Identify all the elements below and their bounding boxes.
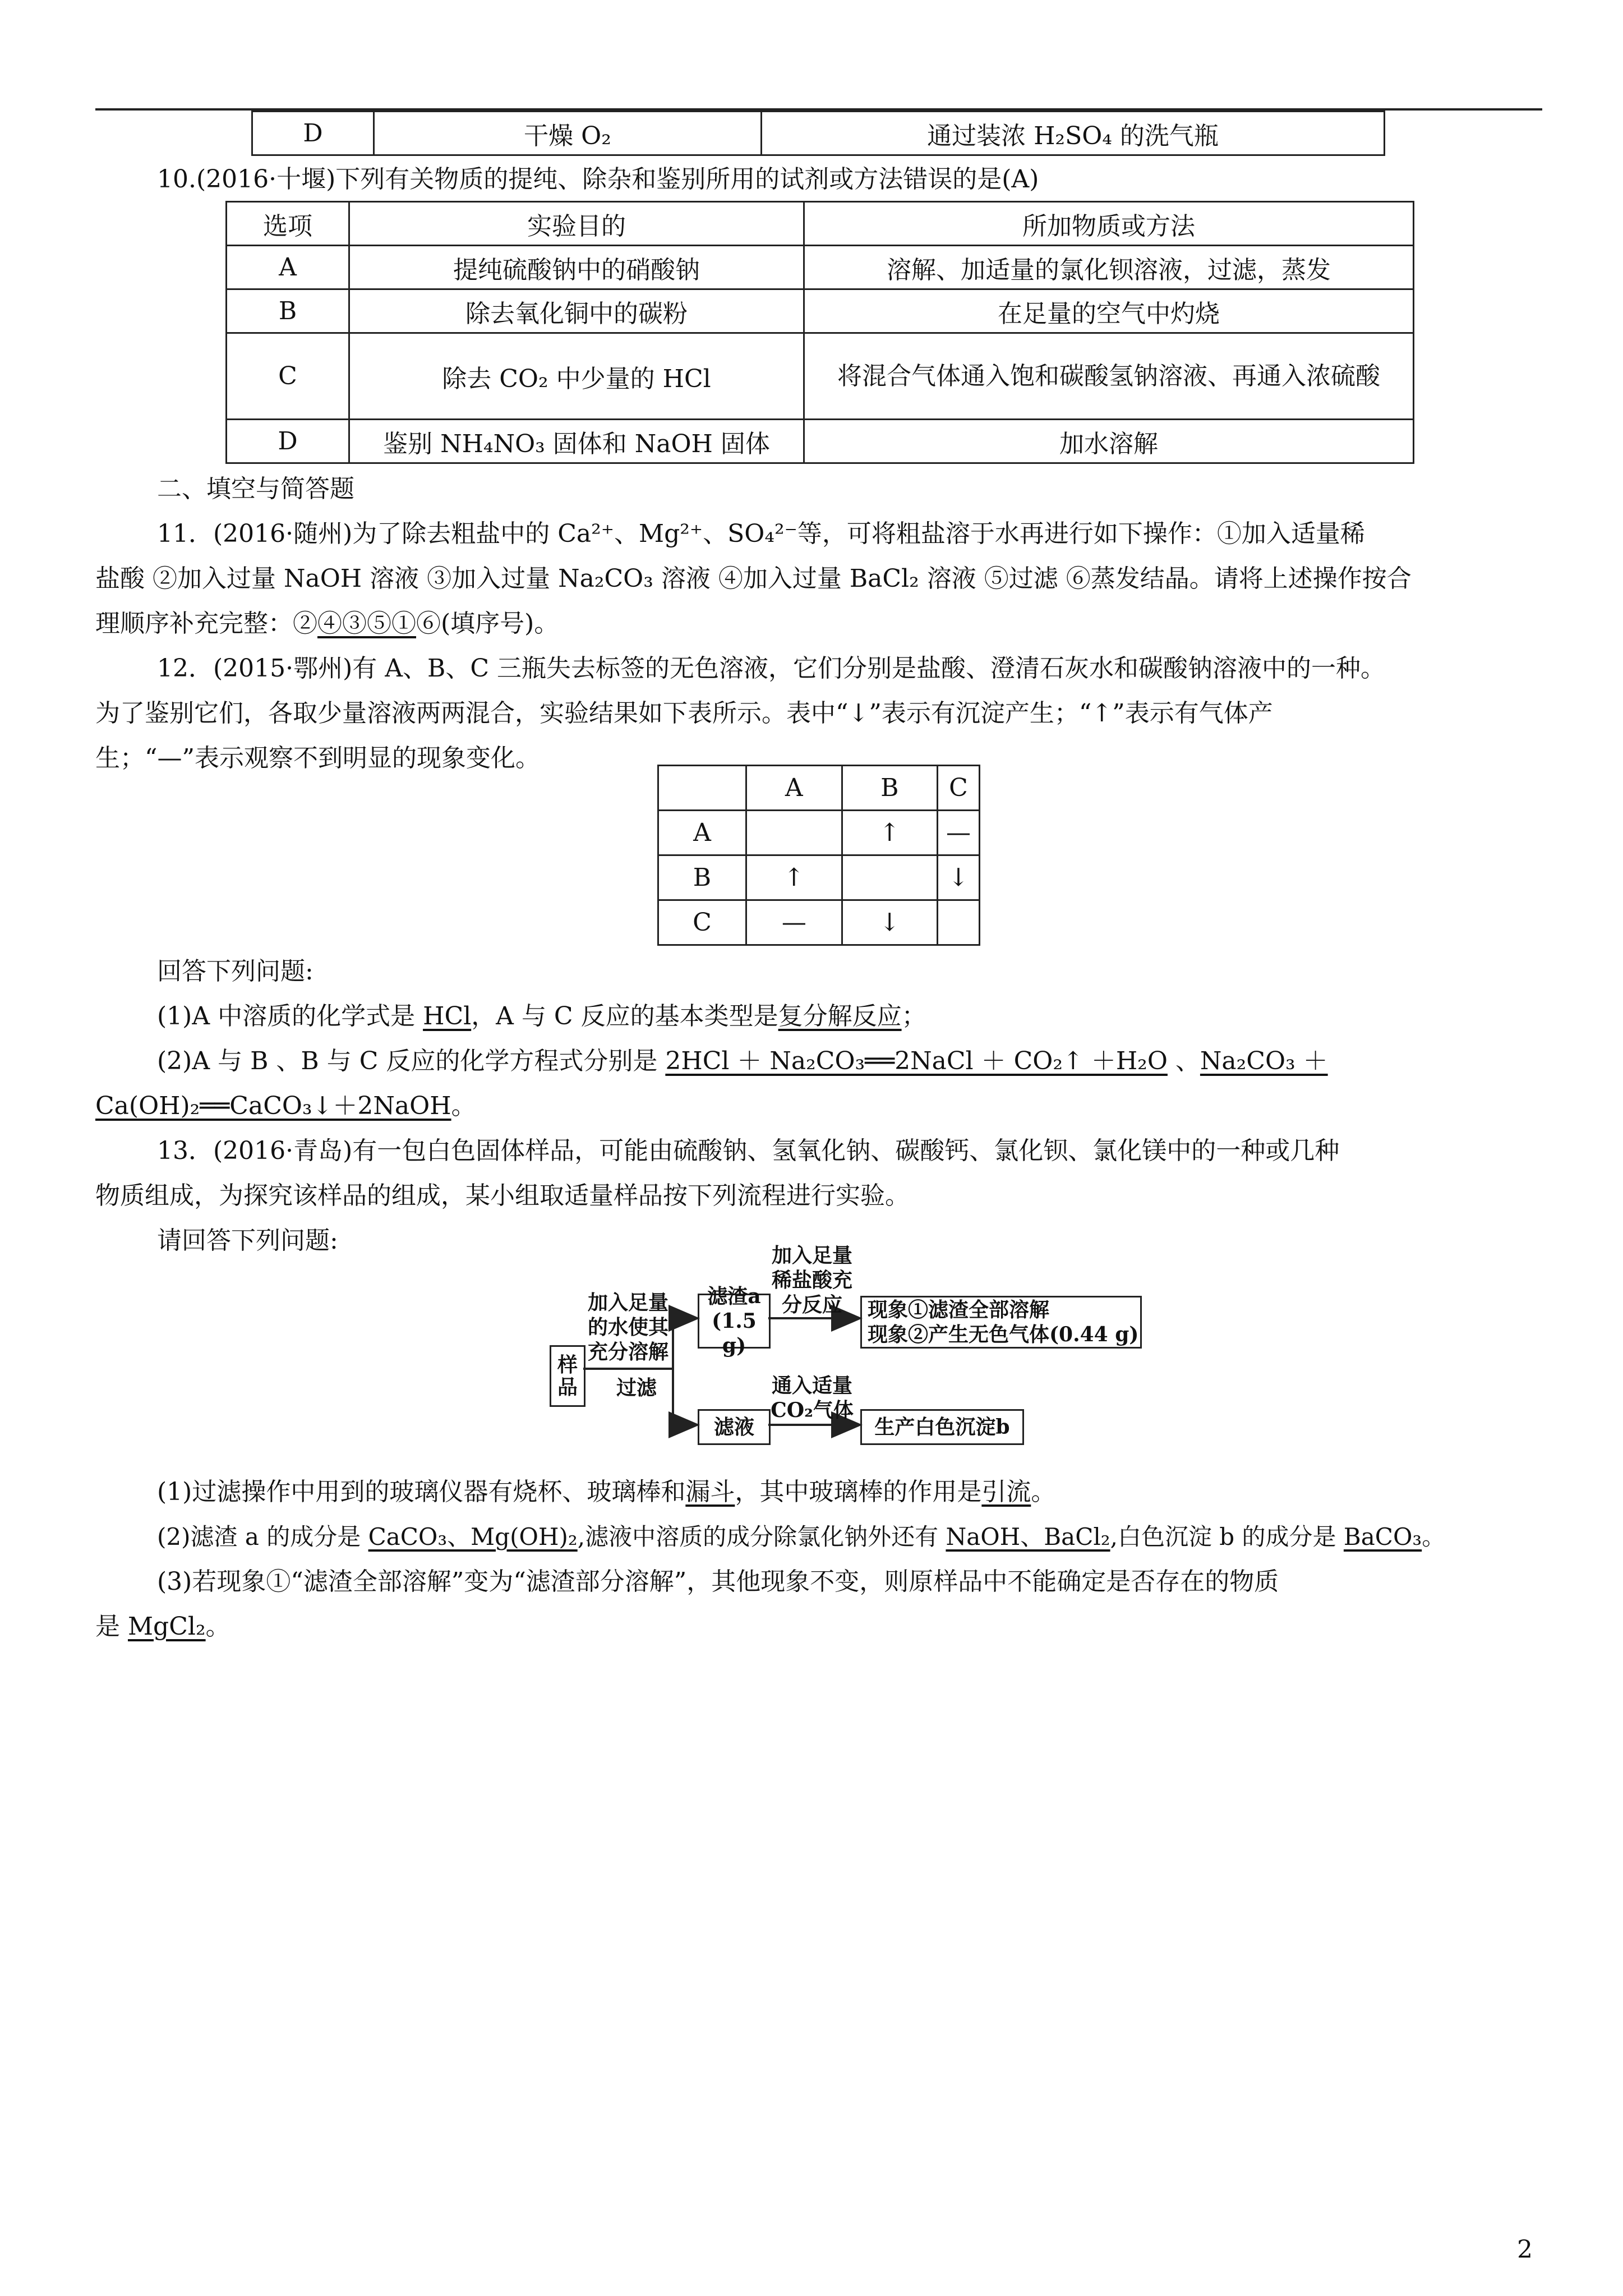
q12-a2-answer-eq2-part1: Na₂CO₃ ＋	[1200, 1047, 1328, 1075]
flow-step1-line1: 加入足量	[587, 1291, 668, 1314]
q10-row-c-purpose: 除去 CO₂ 中少量的 HCl	[349, 333, 804, 420]
q12-row-b-col-c: ↓	[938, 855, 980, 900]
flow-filtrate-box: 滤液	[698, 1409, 771, 1445]
q12-a2-pre: (2)A 与 B 、B 与 C 反应的化学方程式分别是	[157, 1047, 666, 1075]
q10-row-b-option: B	[227, 289, 349, 333]
q10-row-d-option: D	[227, 420, 349, 463]
q13-prompt: 请回答下列问题:	[157, 1226, 338, 1255]
flow-step2-line3: 分反应	[781, 1293, 842, 1317]
q9-option-cell: D	[252, 112, 374, 155]
q10-header-method: 所加物质或方法	[804, 202, 1414, 246]
q13-answer3-line2	[95, 1603, 1537, 1650]
flow-filter-label: 过滤	[616, 1376, 657, 1400]
q13-a2-mid1: ,滤液中溶质的成分除氯化钠外还有	[577, 1523, 946, 1550]
q11-line3-post: ⑥(填序号)。	[416, 609, 559, 638]
q12-a1-mid: ，A 与 C 反应的基本类型是	[471, 1002, 778, 1030]
q9-method-cell: 通过装浓 H₂SO₄ 的洗气瓶	[762, 112, 1385, 155]
flow-sample-box: 样品	[550, 1345, 585, 1407]
flow-residue-label: 滤渣a	[707, 1285, 761, 1308]
q13-a2-answer-solutes: NaOH、BaCl₂	[946, 1523, 1110, 1550]
q12-a1-answer-formula: HCl	[423, 1002, 472, 1030]
q12-line1: 12．(2015·鄂州)有 A、B、C 三瓶失去标签的无色溶液，它们分别是盐酸、澄清石灰水和碳酸钠溶液中的一种。	[157, 654, 1386, 683]
q12-a1-pre: (1)A 中溶质的化学式是	[157, 1002, 423, 1030]
q9-purpose-cell: 干燥 O₂	[374, 112, 762, 155]
q13-line2: 物质组成，为探究该样品的组成，某小组取适量样品按下列流程进行实验。	[95, 1181, 910, 1210]
q13-a3-pre: 是	[95, 1612, 128, 1641]
flow-observation-1: 现象①滤渣全部溶解	[868, 1298, 1050, 1322]
flow-step2-line1: 加入足量	[771, 1244, 852, 1267]
q10-row-d-method: 加水溶解	[804, 420, 1414, 463]
q13-answer2	[157, 1513, 1542, 1561]
q13-a2-pre: (2)滤渣 a 的成分是	[157, 1523, 368, 1550]
q13-a2-answer-residue: CaCO₃、Mg(OH)₂	[368, 1523, 578, 1550]
q13-answer1	[157, 1469, 1537, 1516]
q10-header-purpose: 实验目的	[349, 202, 804, 246]
q11-line3-pre: 理顺序补充完整：②	[95, 609, 317, 638]
q13-line1: 13．(2016·青岛)有一包白色固体样品，可能由硫酸钠、氢氧化钠、碳酸钙、氯化钡、氯化镁中的一种或几种	[157, 1137, 1340, 1165]
q13-a1-pre: (1)过滤操作中用到的玻璃仪器有烧杯、玻璃棒和	[157, 1478, 686, 1506]
q12-row-c-col-a: —	[746, 900, 842, 945]
q10-row-a-method: 溶解、加适量的氯化钡溶液，过滤，蒸发	[804, 246, 1414, 289]
section-title: 二、填空与简答题	[157, 475, 354, 503]
q13-a1-answer-funnel: 漏斗	[685, 1478, 735, 1506]
q13-a2-answer-precipitate: BaCO₃	[1343, 1523, 1422, 1550]
q11-answer: ④③⑤①	[317, 609, 416, 638]
q13-a2-mid2: ,白色沉淀 b 的成分是	[1110, 1523, 1344, 1550]
q11-line2: 盐酸 ②加入过量 NaOH 溶液 ③加入过量 Na₂CO₃ 溶液 ④加入过量 BaCl₂ 溶液 ⑤过滤 ⑥蒸发结晶。请将上述操作按合	[95, 564, 1412, 593]
flow-residue-mass: (1.5 g)	[712, 1309, 757, 1358]
q10-title: 10.(2016·十堰)下列有关物质的提纯、除杂和鉴别所用的试剂或方法错误的是(A)	[157, 165, 1039, 194]
q12-row-c-label: C	[658, 900, 746, 945]
q12-a2-answer-eq1: 2HCl ＋ Na₂CO₃══2NaCl ＋ CO₂↑ ＋H₂O	[665, 1047, 1168, 1075]
q12-header-b: B	[842, 766, 937, 811]
q12-row-a-col-c: —	[938, 811, 980, 855]
flow-observation-2: 现象②产生无色气体(0.44 g)	[868, 1323, 1139, 1346]
q10-row-b-method: 在足量的空气中灼烧	[804, 289, 1414, 333]
q13-a3-answer: MgCl₂	[128, 1612, 206, 1641]
q13-a3-post: 。	[205, 1612, 230, 1641]
q12-a2-answer-eq2-part2: Ca(OH)₂══CaCO₃↓＋2NaOH	[95, 1092, 451, 1120]
flow-precipitate-box: 生产白色沉淀b	[860, 1409, 1024, 1445]
q13-a1-answer-role: 引流	[981, 1478, 1031, 1506]
q10-row-c-option: C	[227, 333, 349, 420]
flow-residue-box	[698, 1285, 771, 1358]
q10-row-a-purpose: 提纯硫酸钠中的硝酸钠	[349, 246, 804, 289]
q13-answer3-line1: (3)若现象①“滤渣全部溶解”变为“滤渣部分溶解”，其他现象不变，则原样品中不能确定是否存在的物质	[157, 1567, 1279, 1596]
q13-a1-mid: ，其中玻璃棒的作用是	[735, 1478, 982, 1506]
q10-row-b-purpose: 除去氧化铜中的碳粉	[349, 289, 804, 333]
q10-row-a-option: A	[227, 246, 349, 289]
q12-a2-mid: 、	[1167, 1047, 1200, 1075]
q10-row-d-purpose: 鉴别 NH₄NO₃ 固体和 NaOH 固体	[349, 420, 804, 463]
q12-a1-answer-type: 复分解反应	[778, 1002, 902, 1030]
q12-line3: 生；“—”表示观察不到明显的现象变化。	[95, 744, 540, 772]
q12-line2: 为了鉴别它们，各取少量溶液两两混合，实验结果如下表所示。表中“↓”表示有沉淀产生；“↑”表示有气体产	[95, 699, 1273, 728]
flow-observation-box	[860, 1296, 1142, 1349]
q12-row-c-col-b: ↓	[842, 900, 937, 945]
q12-row-b-col-a: ↑	[746, 855, 842, 900]
q12-header-a: A	[746, 766, 842, 811]
q12-row-b-label: B	[658, 855, 746, 900]
q12-header-c: C	[938, 766, 980, 811]
q12-row-a-col-b: ↑	[842, 811, 937, 855]
q11-line1: 11．(2016·随州)为了除去粗盐中的 Ca²⁺、Mg²⁺、SO₄²⁻等，可将粗盐溶于水再进行如下操作：①加入适量稀	[157, 519, 1365, 548]
flow-step3-line2: CO₂气体	[771, 1398, 854, 1422]
page-number: 2	[1517, 2235, 1533, 2264]
q13-a2-post: 。	[1422, 1523, 1446, 1550]
flow-step1-line2: 的水使其	[587, 1315, 668, 1339]
q10-header-option: 选项	[227, 202, 349, 246]
q12-prompt: 回答下列问题:	[157, 957, 313, 986]
flow-step3-line1: 通入适量	[771, 1374, 852, 1397]
q12-a1-post: ；	[901, 1002, 926, 1030]
flow-step2-line2: 稀盐酸充	[771, 1268, 852, 1292]
q12-a2-post: 。	[451, 1092, 476, 1120]
flow-step1-line3: 充分溶解	[587, 1340, 668, 1364]
q10-row-c-method: 将混合气体通入饱和碳酸氢钠溶液、再通入浓硫酸	[804, 333, 1414, 420]
q13-a1-post: 。	[1031, 1478, 1056, 1506]
q12-row-a-label: A	[658, 811, 746, 855]
